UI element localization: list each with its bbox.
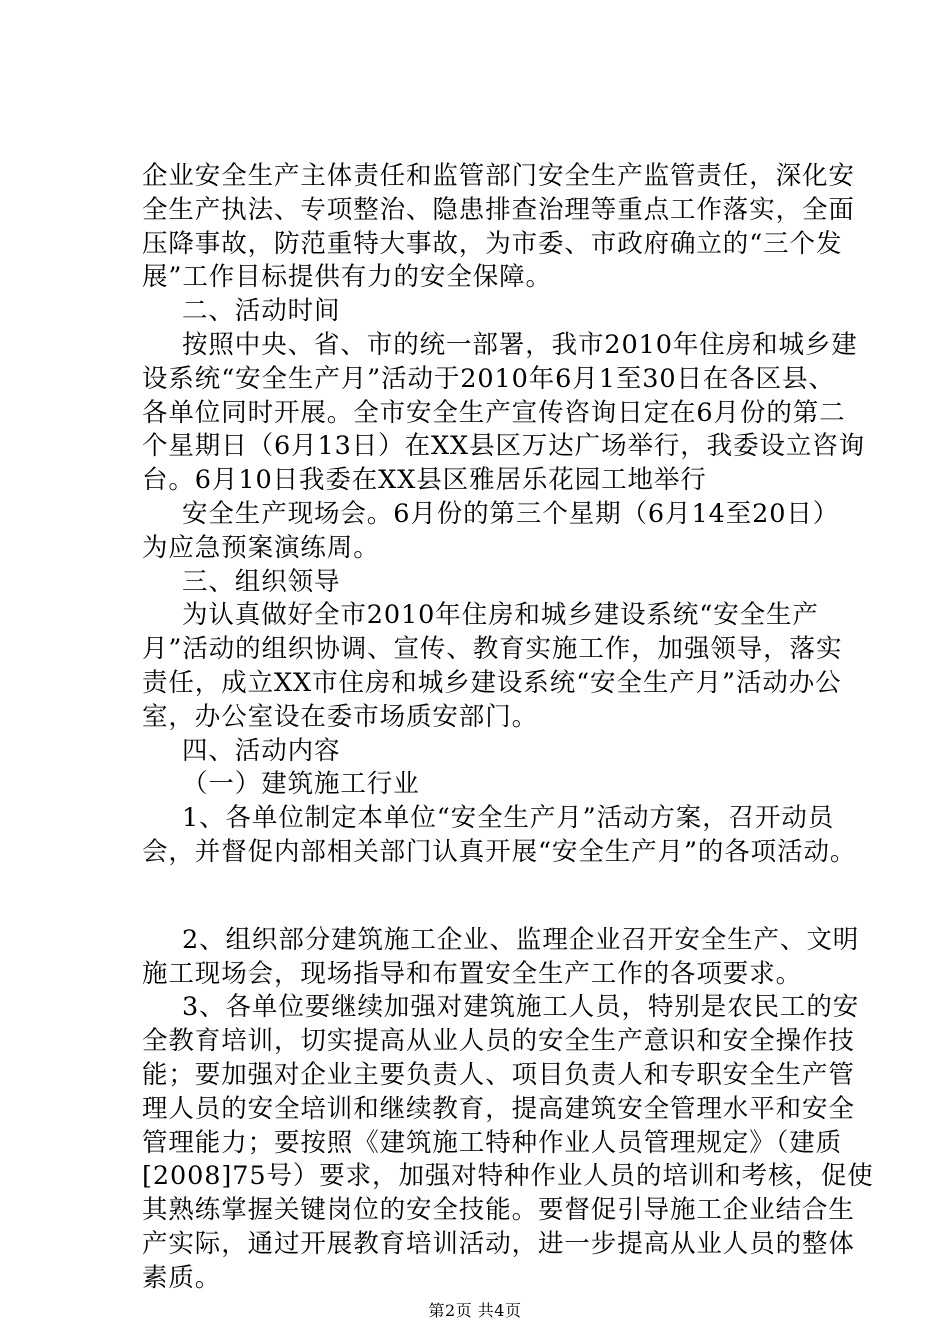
text-line: 为认真做好全市2010年住房和城乡建设系统“安全生产 <box>182 600 819 631</box>
text-line: 能；要加强对企业主要负责人、项目负责人和专职安全生产管 <box>142 1059 855 1090</box>
text-line: 会，并督促内部相关部门认真开展“安全生产月”的各项活动。 <box>142 836 857 867</box>
text-line: 个星期日（6月13日）在XX县区万达广场举行，我委设立咨询 <box>142 431 866 462</box>
paragraph-gap <box>142 870 842 924</box>
text-line: 展”工作目标提供有力的安全保障。 <box>142 262 552 293</box>
section-heading: 四、活动内容 <box>182 735 341 766</box>
text-line: [2008]75号）要求，加强对特种作业人员的培训和考核，促使 <box>142 1161 874 1192</box>
text-line: 月”活动的组织协调、宣传、教育实施工作，加强领导，落实 <box>142 634 843 665</box>
page-number-footer: 第2页 共4页 <box>428 1301 522 1320</box>
subsection-heading: （一）建筑施工行业 <box>182 769 420 800</box>
text-line: 产实际，通过开展教育培训活动，进一步提高从业人员的整体 <box>142 1228 855 1259</box>
text-line: 按照中央、省、市的统一部署，我市2010年住房和城乡建 <box>182 329 858 360</box>
text-line: 全教育培训，切实提高从业人员的安全生产意识和安全操作技 <box>142 1026 855 1057</box>
text-line: 全生产执法、专项整治、隐患排查治理等重点工作落实，全面 <box>142 194 855 225</box>
text-line: 理人员的安全培训和继续教育，提高建筑安全管理水平和安全 <box>142 1093 855 1124</box>
text-line: 责任，成立XX市住房和城乡建设系统“安全生产月”活动办公 <box>142 667 842 698</box>
text-line: 设系统“安全生产月”活动于2010年6月1至30日在各区县、 <box>142 363 835 394</box>
text-line: 台。6月10日我委在XX县区雅居乐花园工地举行 <box>142 465 707 496</box>
text-line: 安全生产现场会。6月份的第三个星期（6月14至20日） <box>182 498 840 529</box>
text-line: 2、组织部分建筑施工企业、监理企业召开安全生产、文明 <box>182 924 860 955</box>
text-line: 素质。 <box>142 1262 222 1293</box>
text-line: 其熟练掌握关键岗位的安全技能。要督促引导施工企业结合生 <box>142 1195 855 1226</box>
text-line: 企业安全生产主体责任和监管部门安全生产监管责任，深化安 <box>142 161 855 191</box>
section-heading: 三、组织领导 <box>182 566 341 597</box>
section-heading: 二、活动时间 <box>182 296 341 327</box>
text-line: 1、各单位制定本单位“安全生产月”活动方案，召开动员 <box>182 803 835 834</box>
text-line: 为应急预案演练周。 <box>142 532 380 563</box>
text-line: 管理能力；要按照《建筑施工特种作业人员管理规定》（建质 <box>142 1127 843 1158</box>
text-line: 施工现场会，现场指导和布置安全生产工作的各项要求。 <box>142 958 803 989</box>
text-line: 3、各单位要继续加强对建筑施工人员，特别是农民工的安 <box>182 992 860 1023</box>
text-line: 各单位同时开展。全市安全生产宣传咨询日定在6月份的第二 <box>142 397 846 428</box>
text-line: 室，办公室设在委市场质安部门。 <box>142 701 539 732</box>
text-line: 压降事故，防范重特大事故，为市委、市政府确立的“三个发 <box>142 228 843 259</box>
document-body <box>142 160 874 1296</box>
